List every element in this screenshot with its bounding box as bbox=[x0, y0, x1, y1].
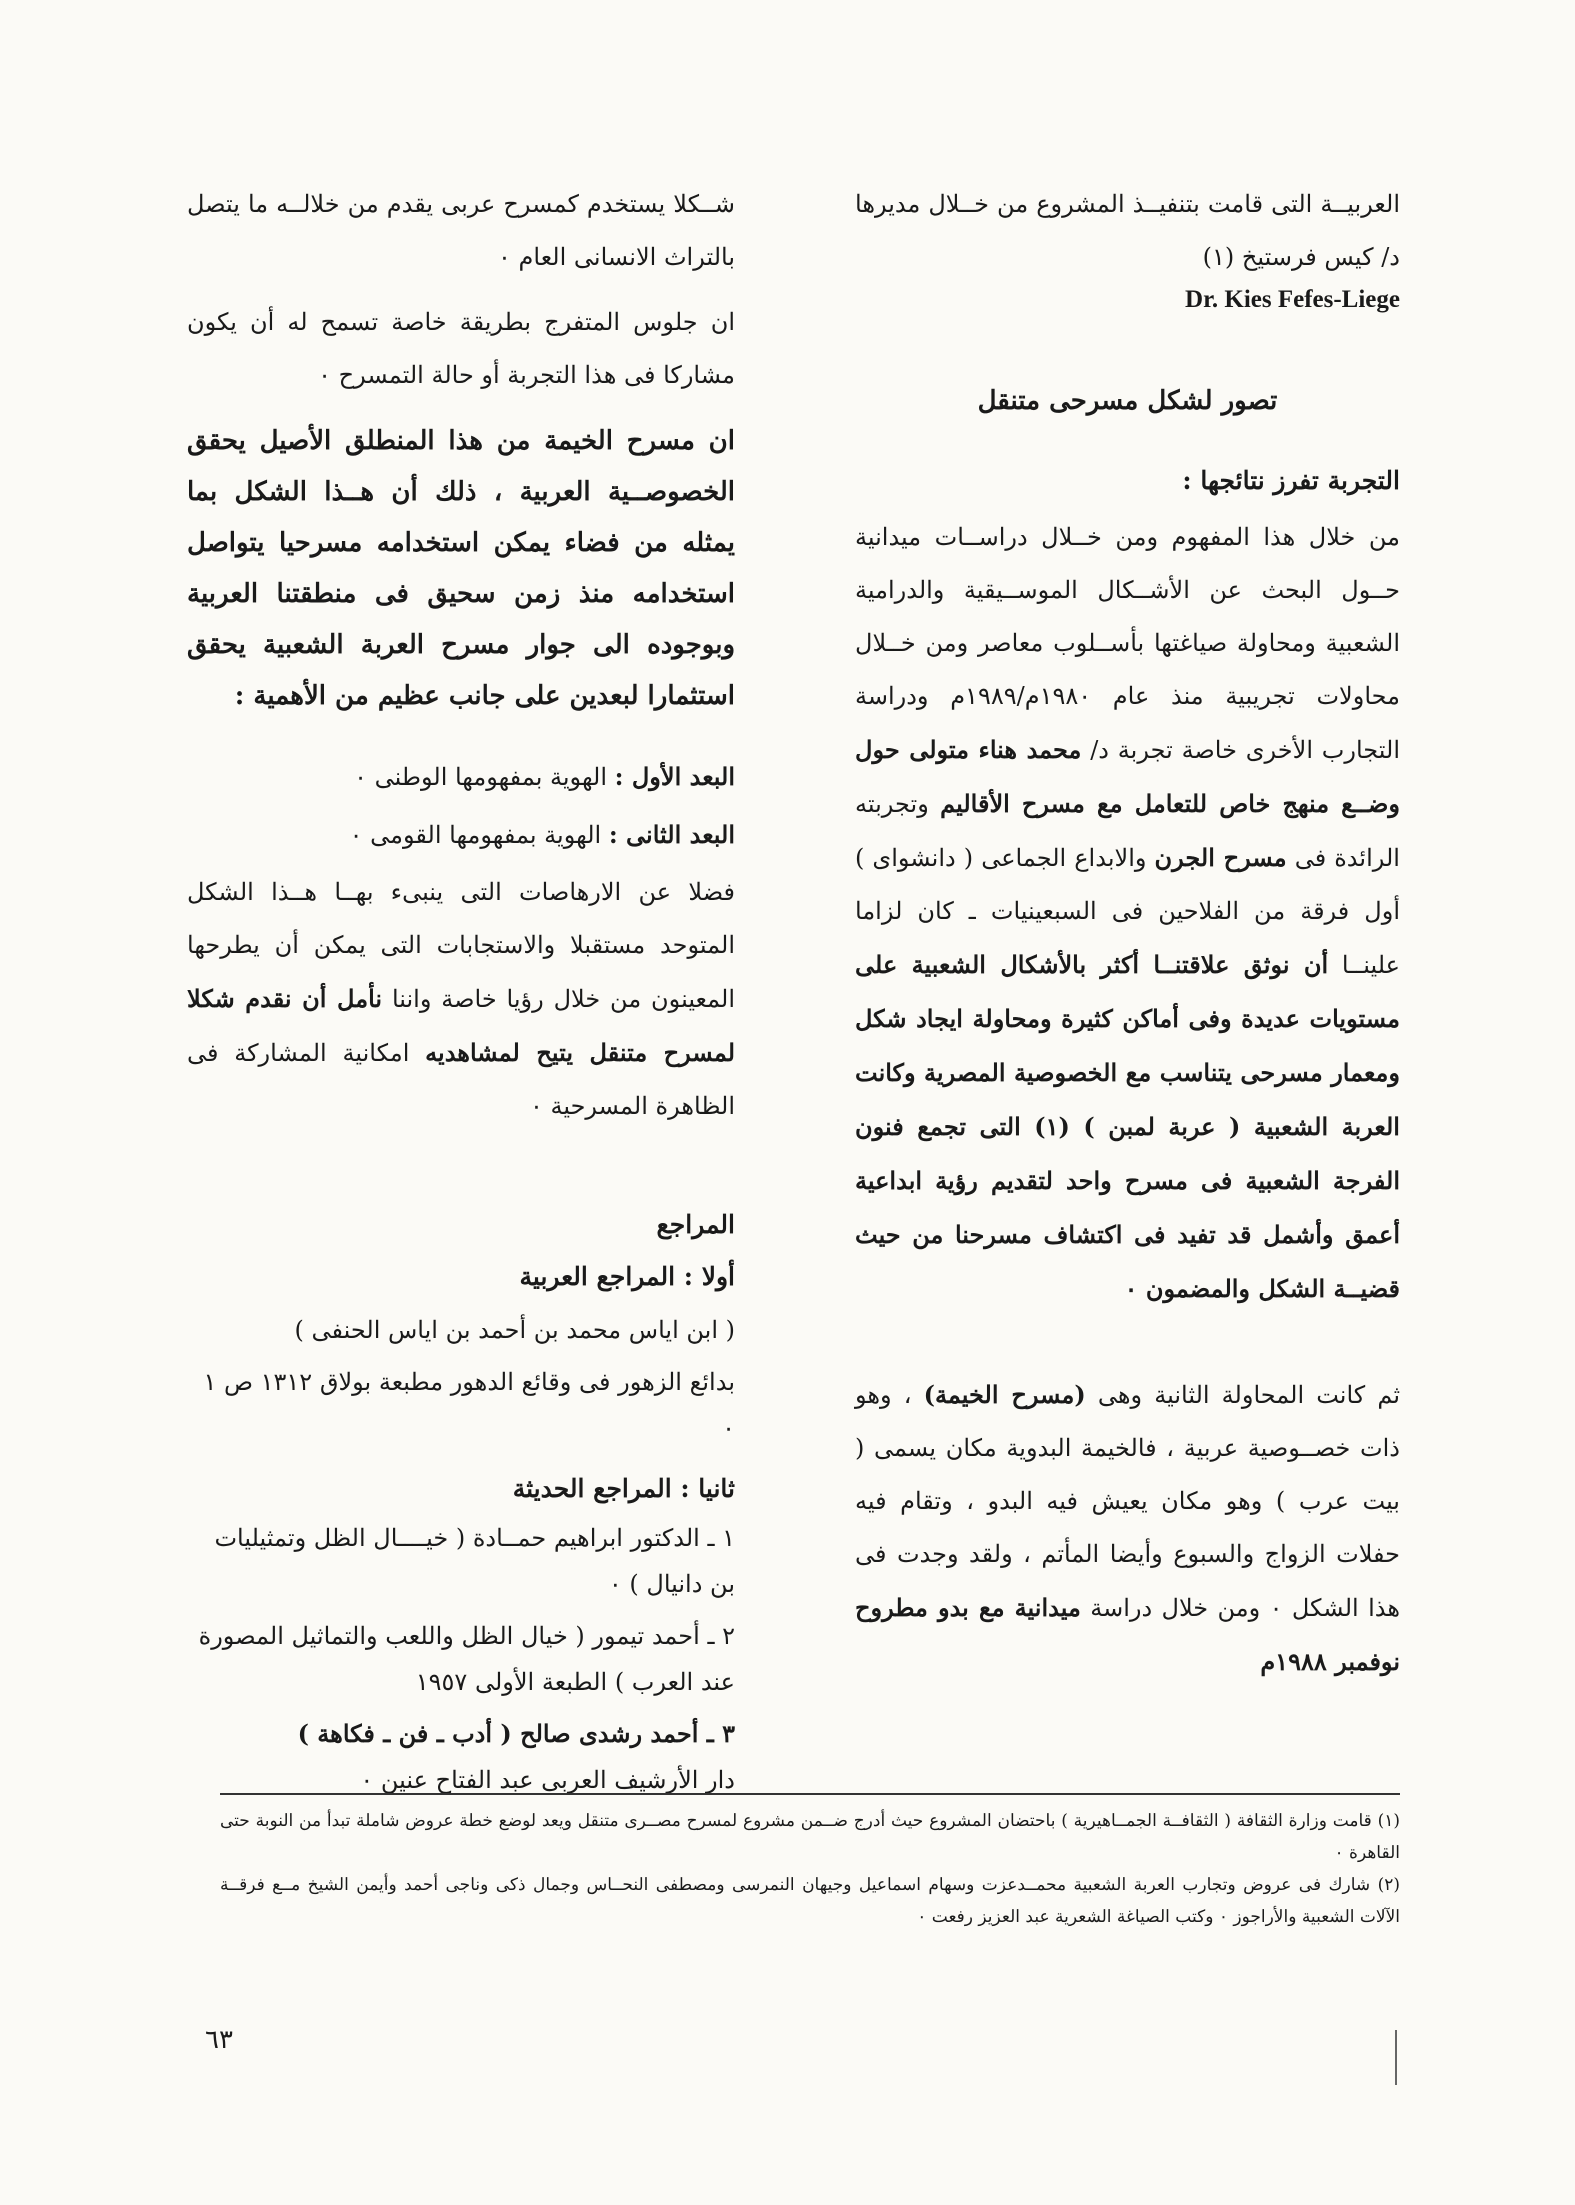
reference-item: ١ ـ الدكتور ابراهيم حمــادة ( خيــــال الظل وتمثيليات بن دانيال ) ٠ bbox=[214, 1524, 735, 1598]
page-number: ٦٣ bbox=[205, 2025, 233, 2055]
reference-item: بدائع الزهور فى وقائع الدهور مطبعة بولاق ١٣١٢ ص ١ ٠ bbox=[203, 1368, 735, 1442]
paragraph-tent-theatre: ثم كانت المحاولة الثانية وهى (مسرح الخيمة) ، وهو ذات خصــوصية عربية ، فالخيمة البدوية مكان يسمى ( بيت عرب ) وهو مكان يعيش فيه البدو ، وتقام فيه حفلات الزواج والسبوع وأيضا المأتم ، ولقد وجدت فى هذا الشكل ٠ ومن خلال دراسة ميدانية مع بدو مطروح نوفمبر ١٩٨٨م bbox=[855, 1380, 1400, 1676]
reference-item: ( ابن اياس محمد بن أحمد بن اياس الحنفى ) bbox=[294, 1316, 735, 1344]
right-column bbox=[855, 178, 1400, 1689]
left-column bbox=[187, 178, 735, 1803]
paragraph-conclusion: فضلا عن الارهاصات التى ينبىء بهــا هــذا الشكل المتوحد مستقبلا والاستجابات التى يمكن أن يطرحها المعينون من خلال رؤيا خاصة واننا نأمل أن نقدم شكلا لمسرح متنقل يتيح لمشاهديه امكانية المشاركة فى الظاهرة المسرحية ٠ bbox=[187, 878, 736, 1120]
paragraph-intro-right: العربيــة التى قامت بتنفيــذ المشروع من خــلال مديرها د/ كيس فرستيخ (١) bbox=[855, 190, 1400, 271]
paragraph-tent-bold: ان مسرح الخيمة من هذا المنطلق الأصيل يحقق الخصوصــية العربية ، ذلك أن هــذا الشكل بما يمثله من فضاء يمكن استخدامه مسرحيا يتواصل استخدامه منذ زمن سحيق فى منطقتنا العربية وبوجوده الى جوار مسرح العربة الشعبية يحقق استثمارا لبعدين على جانب عظيم من الأهمية : bbox=[187, 426, 735, 711]
footnote-2: (٢) شارك فى عروض وتجارب العربة الشعبية محمــدعزت وسهام اسماعيل وجيهان النمرسى ومصطفى النحــاس وجمال ذكى وناجى أحمد وأيمن الشيخ مــع فرقــة الآلات الشعبية والأراجوز ٠ وكتب الصياغة الشعرية عبد العزيز رفعت ٠ bbox=[220, 1875, 1400, 1927]
footnote-1: (١) قامت وزارة الثقافة ( الثقافــة الجمــاهيرية ) باحتضان المشروع حيث أدرج ضــمن مشروع لمسرح مصــرى متنقل ويعد لوضع خطة عروض شاملة تبدأ من النوبة حتى القاهرة ٠ bbox=[220, 1811, 1400, 1863]
paragraph-spectator: ان جلوس المتفرج بطريقة خاصة تسمح له أن يكون مشاركا فى هذا التجربة أو حالة التمسرح ٠ bbox=[187, 308, 735, 389]
references-title: المراجع bbox=[656, 1210, 735, 1239]
paragraph-form: شــكلا يستخدم كمسرح عربى يقدم من خلالــه ما يتصل بالتراث الانسانى العام ٠ bbox=[187, 190, 735, 271]
dimension-first: البعد الأول : الهوية بمفهومها الوطنى ٠ bbox=[354, 762, 735, 791]
subheading-experiment: التجربة تفرز نتائجها : bbox=[1182, 466, 1400, 495]
section-title: تصور لشكل مسرحى متنقل bbox=[977, 386, 1278, 416]
footnotes bbox=[220, 1793, 1400, 1933]
author-latin-name: Dr. Kies Fefes-Liege bbox=[1185, 286, 1400, 313]
reference-item: ٢ ـ أحمد تيمور ( خيال الظل واللعب والتماثيل المصورة عند العرب ) الطبعة الأولى ١٩٥٧ bbox=[198, 1622, 735, 1696]
margin-line bbox=[1395, 2030, 1397, 2085]
references-modern-title: ثانيا : المراجع الحديثة bbox=[512, 1474, 735, 1503]
reference-item: ٣ ـ أحمد رشدى صالح ( أدب ـ فن ـ فكاهة ) دار الأرشيف العربى عبد الفتاح عنين ٠ bbox=[297, 1719, 735, 1794]
paragraph-experiment: من خلال هذا المفهوم ومن خــلال دراســات ميدانية حــول البحث عن الأشــكال الموســيقية والدرامية الشعبية ومحاولة صياغتها بأســلوب معاصر ومن خــلال محاولات تجريبية منذ عام ١٩٨٠م/١٩٨٩م ودراسة التجارب الأخرى خاصة تجربة د/ محمد هناء متولى حول وضــع منهج خاص للتعامل مع مسرح الأقاليم وتجربته الرائدة فى مسرح الجرن والابداع الجماعى ( دانشواى ) أول فرقة من الفلاحين فى السبعينيات ـ كان لزاما علينــا أن نوثق علاقتنــا أكثر بالأشكال الشعبية على مستويات عديدة وفى أماكن كثيرة ومحاولة ايجاد شكل ومعمار مسرحى يتناسب مع الخصوصية المصرية وكانت العربة الشعبية ( عربة لمبن ) (١) التى تجمع فنون الفرجة الشعبية فى مسرح واحد لتقديم رؤية ابداعية أعمق وأشمل قد تفيد فى اكتشاف مسرحنا من حيث قضيــة الشكل والمضمون ٠ bbox=[855, 523, 1400, 1303]
dimension-second: البعد الثانى : الهوية بمفهومها القومى ٠ bbox=[349, 820, 735, 849]
references-arabic-title: أولا : المراجع العربية bbox=[519, 1262, 735, 1291]
